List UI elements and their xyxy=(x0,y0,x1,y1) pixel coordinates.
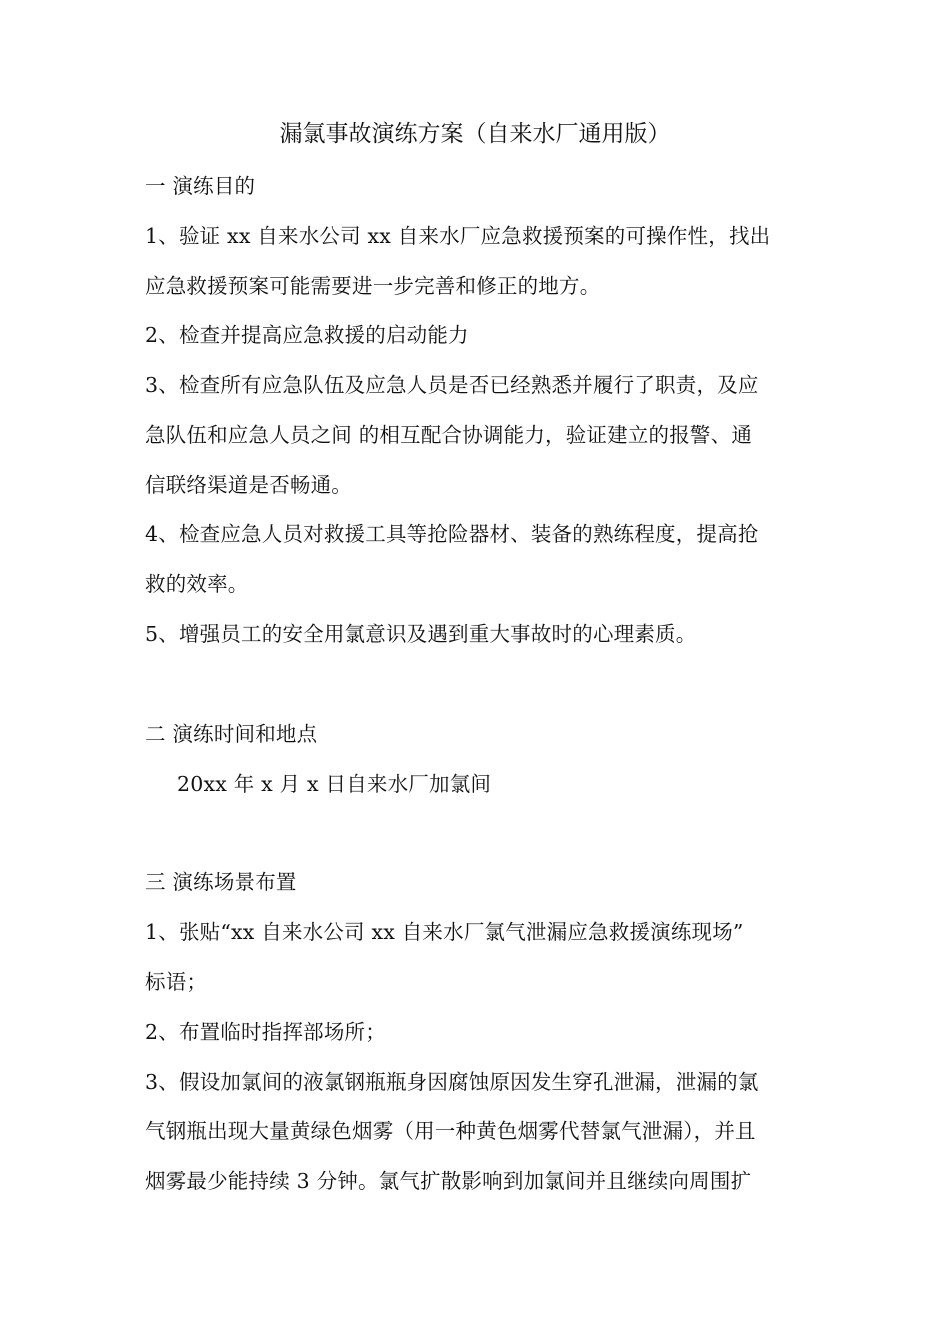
section-1-item-3-line-2: 急队伍和应急人员之间 的相互配合协调能力，验证建立的报警、通 xyxy=(145,423,753,447)
section-1-item-4-line-1: 4、检查应急人员对救援工具等抢险器材、装备的熟练程度，提高抢 xyxy=(145,522,759,546)
section-1-item-3-line-3: 信联络渠道是否畅通。 xyxy=(145,473,352,497)
section-1-item-2: 2、检查并提高应急救援的启动能力 xyxy=(145,323,469,347)
section-3-item-3-line-1: 3、假设加氯间的液氯钢瓶瓶身因腐蚀原因发生穿孔泄漏，泄漏的氯 xyxy=(145,1070,759,1094)
section-1-item-3-line-1: 3、检查所有应急队伍及应急人员是否已经熟悉并履行了职责，及应 xyxy=(145,373,759,397)
section-2-content: 20xx 年 x 月 x 日自来水厂加氯间 xyxy=(177,772,492,796)
section-3-item-3-line-3: 烟雾最少能持续 3 分钟。氯气扩散影响到加氯间并且继续向周围扩 xyxy=(145,1169,752,1193)
section-1-item-1-line-2: 应急救援预案可能需要进一步完善和修正的地方。 xyxy=(145,274,601,298)
section-3-item-1-line-2: 标语； xyxy=(145,970,208,994)
section-1-item-4-line-2: 救的效率。 xyxy=(145,572,249,596)
document-title: 漏氯事故演练方案（自来水厂通用版） xyxy=(279,121,671,147)
section-3-item-3-line-2: 气钢瓶出现大量黄绿色烟雾（用一种黄色烟雾代替氯气泄漏），并且 xyxy=(145,1119,756,1143)
section-1-item-5: 5、增强员工的安全用氯意识及遇到重大事故时的心理素质。 xyxy=(145,622,697,646)
section-3-heading: 三 演练场景布置 xyxy=(145,870,297,894)
section-1-item-1-line-1: 1、验证 xx 自来水公司 xx 自来水厂应急救援预案的可操作性，找出 xyxy=(145,224,771,248)
section-2-heading: 二 演练时间和地点 xyxy=(145,722,318,746)
section-3-item-1-line-1: 1、张贴“xx 自来水公司 xx 自来水厂氯气泄漏应急救援演练现场” xyxy=(145,920,744,944)
section-1-heading: 一 演练目的 xyxy=(145,174,256,198)
section-3-item-2: 2、布置临时指挥部场所； xyxy=(145,1020,386,1044)
